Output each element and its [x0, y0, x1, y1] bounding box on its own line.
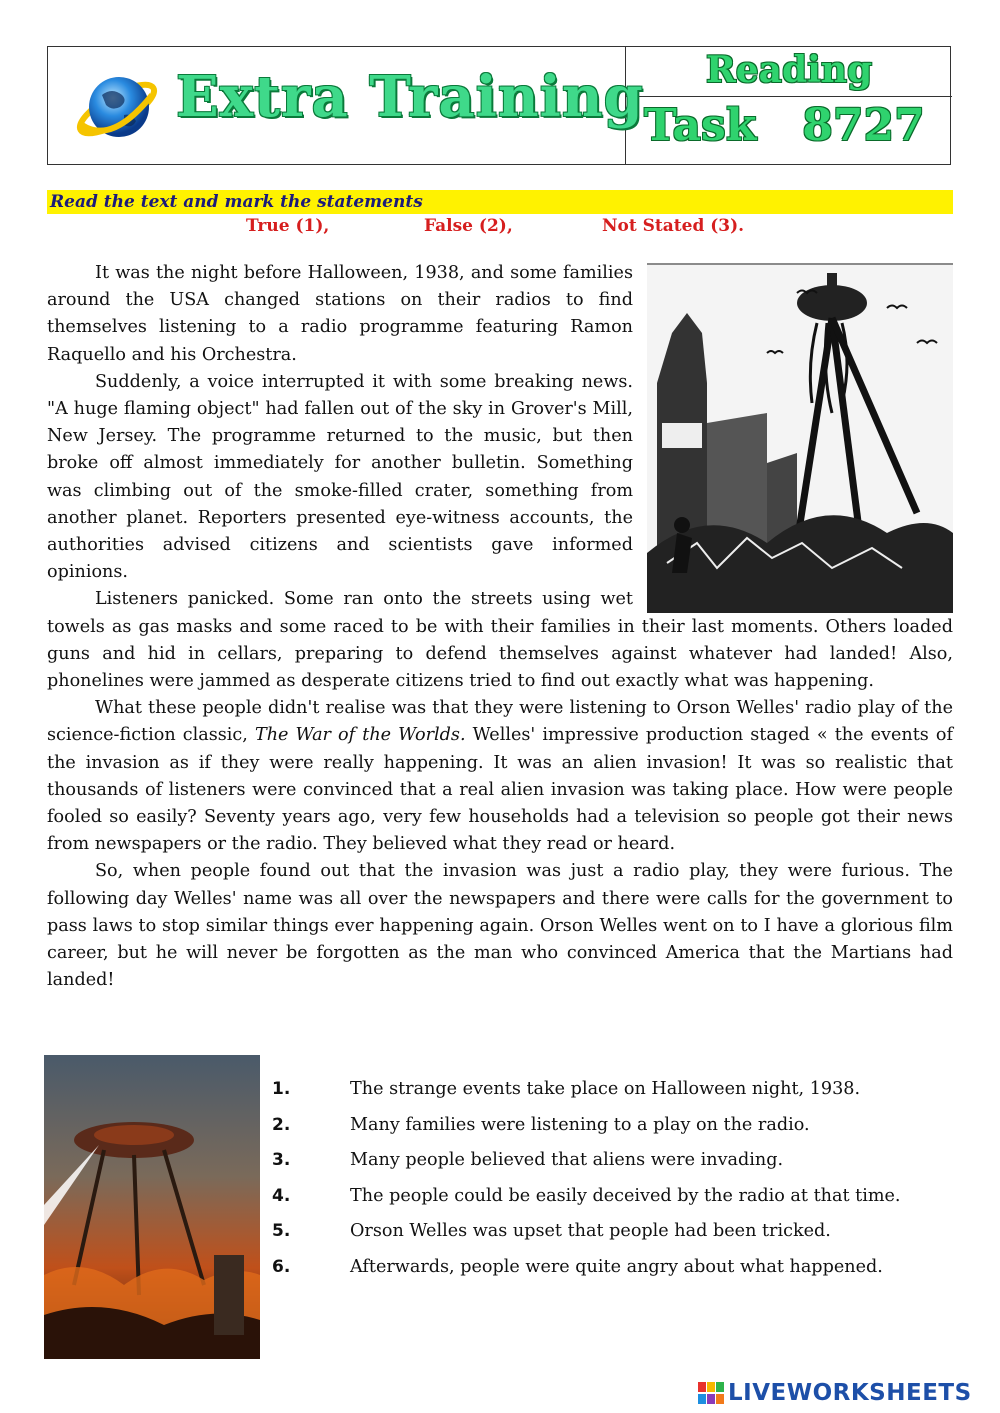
header-divider-horizontal — [625, 96, 952, 97]
statement-text: Afterwards, people were quite angry about what happened. — [350, 1256, 883, 1277]
liveworksheets-logo-icon — [698, 1382, 724, 1404]
statement-item — [272, 1181, 962, 1217]
story-text — [47, 260, 953, 994]
book-title: The War of the Worlds. — [254, 725, 466, 746]
statement-item — [272, 1145, 962, 1181]
instruction-banner: Read the text and mark the statements — [47, 190, 953, 214]
statement-number: 6. — [272, 1256, 291, 1277]
statements-list — [272, 1074, 962, 1288]
globe-logo-icon — [72, 65, 162, 147]
story-paragraph-4-end: Welles' impressive production staged « the events of the invasion as if they were really happening. It was an alien invasion! It was so realistic that thousands of listeners were convinced that a real alien invasion was taking place. How were people fooled so easily? Seventy years ago, very few households had a television so people got their news from newspapers or the radio. They believed what they read or heard. — [47, 725, 954, 855]
statement-text: The strange events take place on Halloween night, 1938. — [350, 1079, 861, 1099]
statement-number: 4. — [272, 1185, 291, 1206]
header-box — [47, 46, 951, 165]
statement-item — [272, 1252, 962, 1288]
statement-text: Many families were listening to a play on the radio. — [350, 1114, 810, 1135]
option-false: False (2), — [424, 216, 513, 236]
statement-text: Many people believed that aliens were invading. — [350, 1150, 784, 1171]
story-paragraph-4-start: What these people didn't realise was that they were listening to Orson Welles' radio play of the science-fiction classic, — [47, 698, 953, 746]
statement-number: 2. — [272, 1114, 291, 1135]
alien-invasion-picture — [44, 1055, 260, 1359]
statement-number: 3. — [272, 1150, 291, 1171]
brand-title: Extra Training — [176, 64, 644, 130]
option-not-stated: Not Stated (3). — [602, 216, 745, 236]
story-paragraph-5: So, when people found out that the invasion was just a radio play, they were furious. The following day Welles' name was all over the newspapers and there were calls for the government to pass laws to stop similar things ever happening again. Orson Welles went on to I have a glorious film career, but he will never be forgotten as the man who convinced America that the Martians had landed! — [47, 861, 953, 991]
section-label: Reading — [705, 49, 873, 91]
statement-text: Orson Welles was upset that people had been tricked. — [350, 1221, 831, 1242]
statement-item — [272, 1216, 962, 1252]
statement-item — [272, 1110, 962, 1146]
liveworksheets-brand: LIVEWORKSHEETS — [728, 1380, 972, 1406]
tripod-illustration — [647, 263, 953, 613]
statement-text: The people could be easily deceived by the radio at that time. — [350, 1185, 901, 1206]
liveworksheets-footer[interactable] — [698, 1378, 993, 1408]
task-number: Task 8727 — [644, 100, 925, 151]
story-paragraph-1: It was the night before Halloween, 1938, and some families around the USA changed stations on their radios to find themselves listening to a radio programme featuring Ramon Raquello and his Orchestra. — [47, 263, 633, 365]
story-paragraph-4 — [47, 695, 953, 858]
story-paragraph-3: Listeners panicked. Some ran onto the streets using wet towels as gas masks and some raced to be with their families in their last moments. Others loaded guns and hid in cellars, preparing to defend themselves against whatever had landed! Also, phonelines were jammed as desperate citizens tried to find out exactly what was happening. — [47, 589, 953, 692]
statement-item — [272, 1074, 962, 1110]
story-paragraph-2: Suddenly, a voice interrupted it with some breaking news. "A huge flaming object" had fallen out of the sky in Grover's Mill, New Jersey. The programme returned to the music, but then broke off almost immediately for another bulletin. Something was climbing out of the smoke-filled crater, something from another planet. Reporters presented eye-witness accounts, the authorities advised citizens and scientists gave informed opinions. — [47, 371, 633, 583]
option-true: True (1), — [246, 216, 330, 236]
statement-number: 5. — [272, 1221, 291, 1242]
statement-number: 1. — [272, 1079, 291, 1099]
